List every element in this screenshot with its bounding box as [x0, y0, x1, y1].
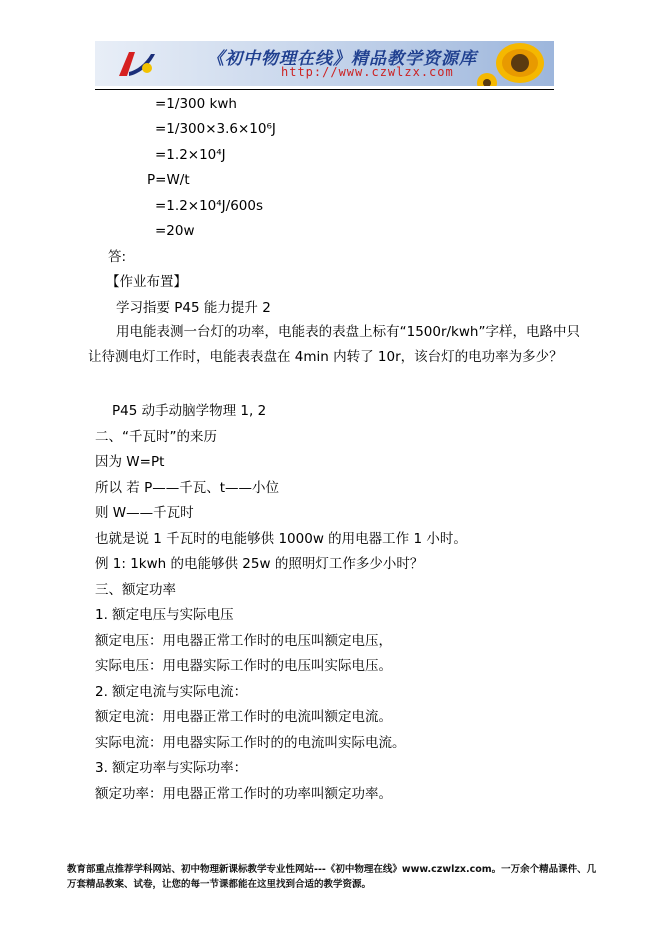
homework-heading: 【作业布置】 [106, 274, 187, 290]
answer-label: 答: [108, 249, 127, 265]
section-heading-2: 二、“千瓦时”的来历 [95, 429, 217, 445]
site-logo-icon [115, 46, 159, 80]
sunflower-icon [475, 41, 554, 86]
section-heading-3: 三、额定功率 [95, 582, 176, 598]
page-footer: 教育部重点推荐学科网站、初中物理新课标教学专业性网站---《初中物理在线》www.czwlzx.com。一万余个精品课件、几万套精品教案、试卷，让您的每一节课都能在这里找到合适的教学资源。 [67, 864, 597, 890]
text-line: 因为 W=Pt [95, 454, 165, 470]
calc-line-5: =20w [155, 223, 195, 239]
subheading: 3. 额定功率与实际功率： [95, 760, 248, 776]
banner-title: 《初中物理在线》精品教学资源库 [207, 49, 477, 69]
calc-line-1: =1/300 kwh [155, 96, 237, 112]
subheading: 1. 额定电压与实际电压 [95, 607, 234, 623]
formula-line: P=W/t [147, 172, 190, 188]
banner-url: http://www.czwlzx.com [281, 65, 454, 79]
definition-line: 实际电压：用电器实际工作时的电压叫实际电压。 [95, 658, 392, 674]
calc-line-2: =1/300×3.6×10⁶J [155, 121, 276, 137]
text-line: 则 W——千瓦时 [95, 505, 194, 521]
calc-line-4: =1.2×10⁴J/600s [155, 198, 264, 214]
definition-line: 额定功率：用电器正常工作时的功率叫额定功率。 [95, 786, 392, 802]
definition-line: 额定电压：用电器正常工作时的电压叫额定电压， [95, 633, 392, 649]
header-banner [95, 41, 554, 86]
definition-line: 实际电流：用电器实际工作时的的电流叫实际电流。 [95, 735, 406, 751]
definition-line: 额定电流：用电器正常工作时的电流叫额定电流。 [95, 709, 392, 725]
homework-item-2: P45 动手动脑学物理 1, 2 [112, 403, 267, 419]
exercise-paragraph: 用电能表测一台灯的功率，电能表的表盘上标有“1500r/kwh”字样，电路中只让待测电灯工作时，电能表表盘在 4min 内转了 10r，该台灯的电功率为多少？ [88, 324, 580, 365]
calc-line-3: =1.2×10⁴J [155, 147, 226, 163]
example-line: 例 1: 1kwh 的电能够供 25w 的照明灯工作多少小时？ [95, 556, 424, 572]
subheading: 2. 额定电流与实际电流： [95, 684, 248, 700]
text-line: 所以 若 P——千瓦、t——小位 [95, 480, 280, 496]
homework-item: 学习指要 P45 能力提升 2 [116, 300, 271, 316]
header-rule [95, 89, 554, 90]
text-line: 也就是说 1 千瓦时的电能够供 1000w 的用电器工作 1 小时。 [95, 531, 467, 547]
